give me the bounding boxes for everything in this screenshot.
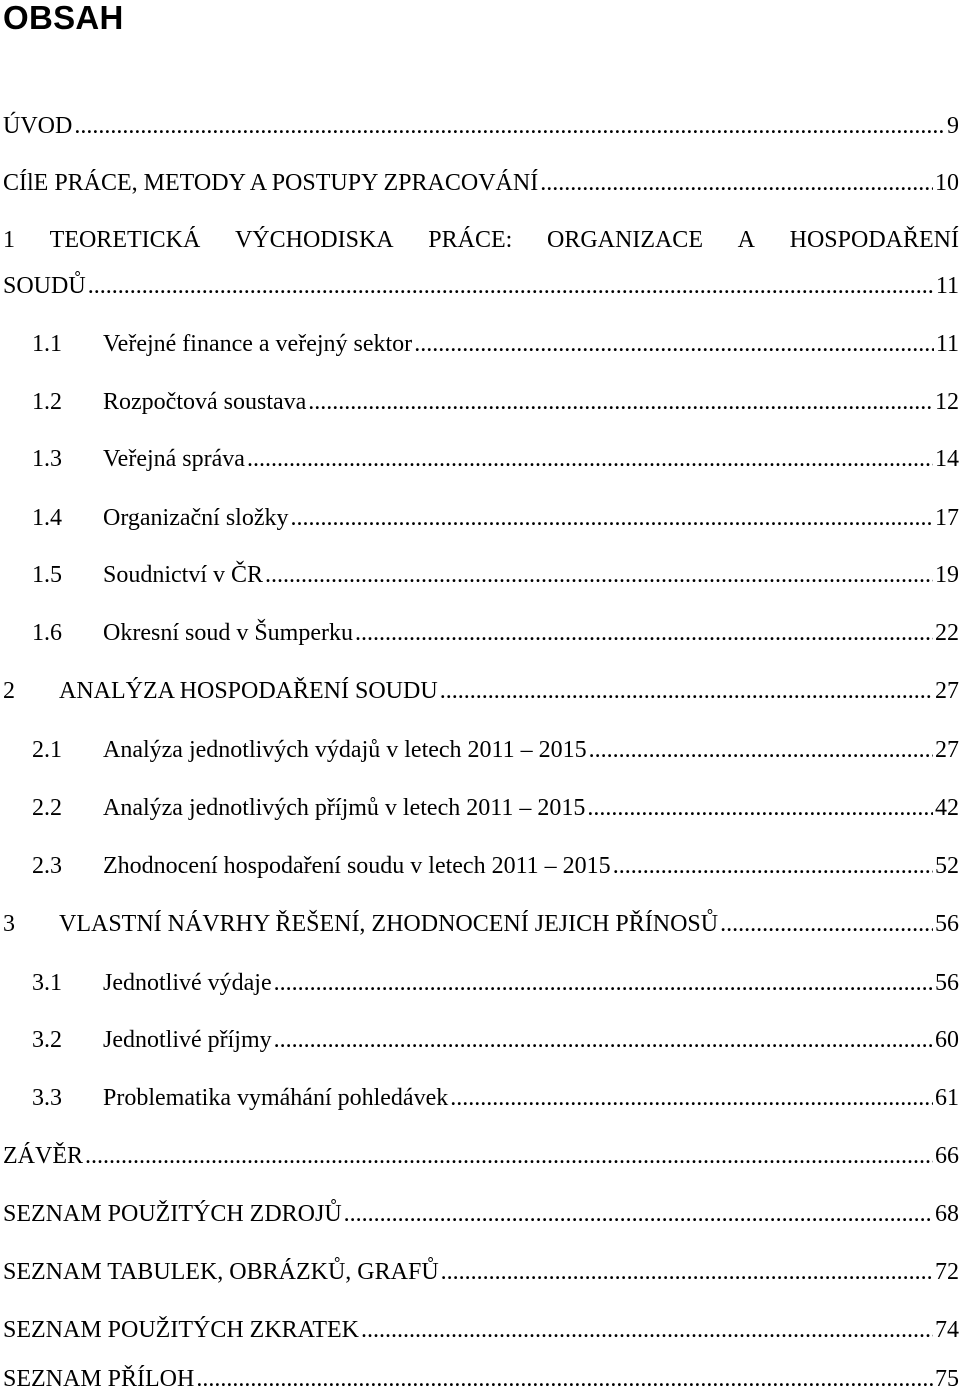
toc-entry-number: 3.3 <box>32 1085 62 1111</box>
toc-entry-number: 1.4 <box>32 505 62 531</box>
toc-page-number: 10 <box>935 170 959 196</box>
toc-entry-label: SEZNAM TABULEK, OBRÁZKŮ, GRAFŮ <box>3 1259 439 1285</box>
toc-entry-1-4[interactable] <box>3 502 959 534</box>
toc-entry-number: 3.1 <box>32 970 62 996</box>
toc-page-number: 56 <box>935 911 959 937</box>
toc-entry-number: 2.3 <box>32 853 62 879</box>
toc-entry-word: ORGANIZACE <box>546 227 703 253</box>
toc-entry-chapter-1[interactable] <box>3 224 959 256</box>
toc-entry-label: Problematika vymáhání pohledávek <box>103 1085 449 1111</box>
toc-entry-3-3[interactable] <box>3 1082 959 1114</box>
toc-entry-number: 1 <box>3 227 15 253</box>
toc-page-number: 12 <box>935 389 959 415</box>
toc-page-number: 60 <box>935 1027 959 1053</box>
toc-entry-1-3[interactable] <box>3 443 959 475</box>
dot-leader <box>274 967 933 999</box>
dot-leader <box>441 1256 933 1288</box>
toc-page-number: 68 <box>935 1201 959 1227</box>
toc-page-number: 22 <box>935 620 959 646</box>
toc-page-number: 9 <box>947 113 959 139</box>
toc-entry-label: Organizační složky <box>103 505 289 531</box>
toc-entry-seznam-zdroju[interactable] <box>3 1198 959 1230</box>
toc-entry-label: ZÁVĚR <box>3 1143 83 1169</box>
toc-entry-word: HOSPODAŘENÍ <box>789 227 959 253</box>
toc-entry-word: A <box>737 227 755 253</box>
toc-entry-label: Analýza jednotlivých příjmů v letech 2011 – 2015 <box>103 795 586 821</box>
dot-leader <box>196 1363 933 1395</box>
toc-entry-word: VÝCHODISKA <box>234 227 394 253</box>
dot-leader <box>355 617 933 649</box>
toc-page-number: 72 <box>935 1259 959 1285</box>
toc-entry-label: Soudnictví v ČR <box>103 562 264 588</box>
toc-entry-3-1[interactable] <box>3 967 959 999</box>
dot-leader <box>74 110 945 142</box>
dot-leader <box>450 1082 933 1114</box>
toc-entry-label: ANALÝZA HOSPODAŘENÍ SOUDU <box>59 678 438 704</box>
toc-entry-chapter-3[interactable] <box>3 908 959 940</box>
toc-entry-label: ÚVOD <box>3 113 73 139</box>
toc-page-number: 27 <box>935 737 959 763</box>
toc-entry-number: 1.3 <box>32 446 62 472</box>
toc-entry-chapter-2[interactable] <box>3 675 959 707</box>
toc-page-number: 56 <box>935 970 959 996</box>
page-title: OBSAH <box>3 0 124 36</box>
toc-entry-2-3[interactable] <box>3 850 959 882</box>
toc-entry-label: SEZNAM POUŽITÝCH ZDROJŮ <box>3 1201 342 1227</box>
toc-page-number: 19 <box>935 562 959 588</box>
toc-page-number: 14 <box>935 446 959 472</box>
toc-entry-seznam-priloh[interactable] <box>3 1363 959 1395</box>
dot-leader <box>589 734 933 766</box>
toc-page-number: 75 <box>935 1366 959 1392</box>
toc-entry-label: Rozpočtová soustava <box>103 389 307 415</box>
toc-entry-label: CÍlE PRÁCE, METODY A POSTUPY ZPRACOVÁNÍ <box>3 170 539 196</box>
toc-entry-label: VLASTNÍ NÁVRHY ŘEŠENÍ, ZHODNOCENÍ JEJICH PŘÍNOSŮ <box>59 911 719 937</box>
toc-entry-2-1[interactable] <box>3 734 959 766</box>
dot-leader <box>291 502 934 534</box>
toc-entry-label: Zhodnocení hospodaření soudu v letech 2011 – 2015 <box>103 853 611 879</box>
toc-entry-chapter-1-continuation[interactable] <box>3 270 959 302</box>
dot-leader <box>440 675 933 707</box>
toc-entry-label: SEZNAM POUŽITÝCH ZKRATEK <box>3 1317 359 1343</box>
toc-page-number: 11 <box>935 273 959 299</box>
toc-entry-label: Analýza jednotlivých výdajů v letech 2011 – 2015 <box>103 737 587 763</box>
toc-entry-word: PRÁCE: <box>428 227 513 253</box>
toc-entry-cile[interactable] <box>3 167 959 199</box>
toc-entry-number: 1.6 <box>32 620 62 646</box>
dot-leader <box>265 559 933 591</box>
toc-entry-number: 2.1 <box>32 737 62 763</box>
toc-entry-seznam-zkratek[interactable] <box>3 1314 959 1346</box>
toc-entry-label: Veřejné finance a veřejný sektor <box>103 331 413 357</box>
toc-entry-1-5[interactable] <box>3 559 959 591</box>
toc-page-number: 66 <box>935 1143 959 1169</box>
toc-entry-2-2[interactable] <box>3 792 959 824</box>
dot-leader <box>274 1024 933 1056</box>
dot-leader <box>720 908 933 940</box>
toc-page-number: 17 <box>935 505 959 531</box>
toc-page-number: 11 <box>935 331 959 357</box>
dot-leader <box>344 1198 933 1230</box>
toc-entry-number: 2 <box>3 678 15 704</box>
toc-entry-seznam-tabulek[interactable] <box>3 1256 959 1288</box>
toc-entry-label: Jednotlivé příjmy <box>103 1027 272 1053</box>
dot-leader <box>308 386 933 418</box>
toc-entry-label: Veřejná správa <box>103 446 245 472</box>
toc-entry-1-2[interactable] <box>3 386 959 418</box>
toc-page-number: 74 <box>935 1317 959 1343</box>
dot-leader <box>613 850 933 882</box>
toc-entry-label: Okresní soud v Šumperku <box>103 620 353 646</box>
toc-entry-number: 3.2 <box>32 1027 62 1053</box>
toc-page-number: 42 <box>935 795 959 821</box>
toc-entry-number: 2.2 <box>32 795 62 821</box>
toc-entry-zaver[interactable] <box>3 1140 959 1172</box>
dot-leader <box>540 167 933 199</box>
dot-leader <box>361 1314 933 1346</box>
toc-entry-word: TEORETICKÁ <box>49 227 201 253</box>
dot-leader <box>414 328 934 360</box>
dot-leader <box>85 1140 933 1172</box>
toc-entry-label: SOUDŮ <box>3 273 86 299</box>
toc-entry-uvod[interactable] <box>3 110 959 142</box>
dot-leader <box>587 792 933 824</box>
toc-entry-label: Jednotlivé výdaje <box>103 970 272 996</box>
toc-entry-number: 3 <box>3 911 15 937</box>
toc-page-number: 52 <box>935 853 959 879</box>
toc-entry-number: 1.2 <box>32 389 62 415</box>
toc-entry-3-2[interactable] <box>3 1024 959 1056</box>
toc-page-number: 27 <box>935 678 959 704</box>
toc-entry-1-1[interactable] <box>3 328 959 360</box>
toc-entry-label: SEZNAM PŘÍLOH <box>3 1366 195 1392</box>
dot-leader <box>247 443 933 475</box>
toc-entry-1-6[interactable] <box>3 617 959 649</box>
toc-page-number: 61 <box>935 1085 959 1111</box>
dot-leader <box>88 270 934 302</box>
toc-entry-number: 1.1 <box>32 331 62 357</box>
toc-entry-number: 1.5 <box>32 562 62 588</box>
